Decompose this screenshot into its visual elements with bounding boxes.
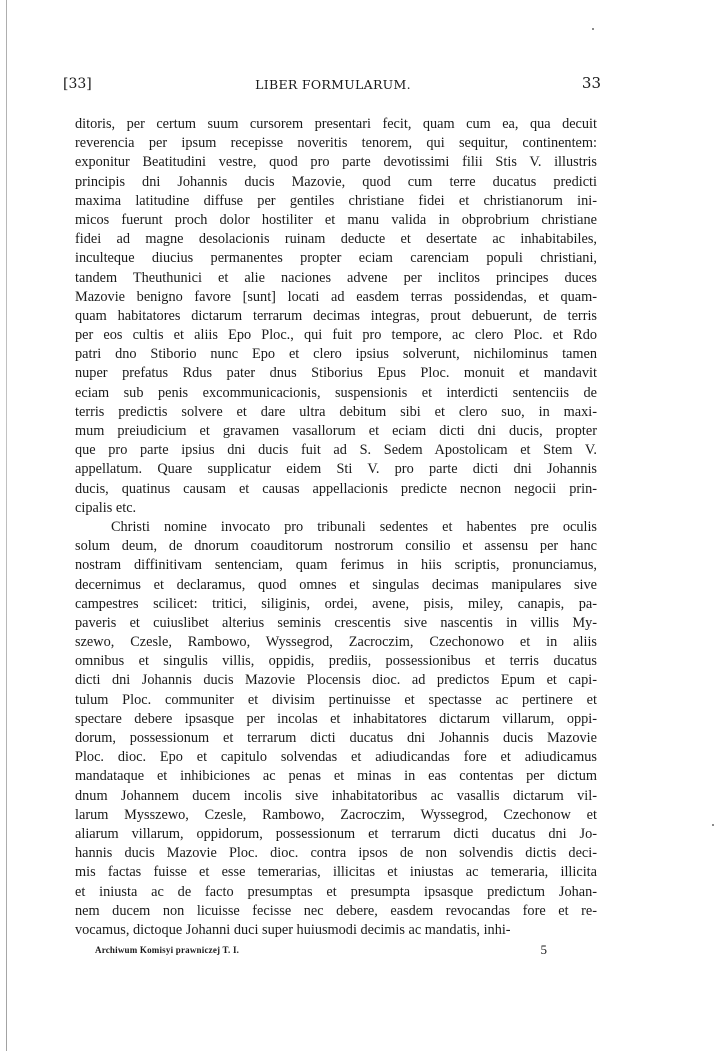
footer-page-number: 5 [540, 942, 547, 957]
text-line: paveris et cuiuslibet alterius seminis crescentis sive nascentis in villis My- [75, 614, 597, 631]
text-line: que pro parte ipsius dni ducis fuit ad S. Sedem Apostolicam et Stem V. [75, 442, 597, 459]
text-line: tandem Theuthunici et alie naciones advene per inclitos principes duces [75, 269, 597, 286]
text-line: nostram diffinitivam sentenciam, quam ferimus in hiis scriptis, pronunciamus, [75, 557, 597, 574]
text-line: ditoris, per certum suum cursorem presentari fecit, quam cum ea, qua decuit [75, 116, 597, 132]
text-line: dicti dni Johannis ducis Mazovie Plocensis dioc. ad predictos Epum et capi- [75, 672, 597, 689]
text-line: szewo, Czesle, Rambowo, Wyssegrod, Zacroczim, Czechonowo et in aliis [75, 634, 597, 651]
text-line: quam habitatores dictarum terrarum decimas integras, prout debuerunt, de terris [75, 307, 597, 324]
body-text [75, 115, 597, 940]
text-line: mis factas fuisse et esse temerarias, illicitas et iniustas ac temeraria, illicita [75, 864, 597, 881]
margin-speck [712, 824, 714, 826]
text-line: ducis, quatinus causam et causas appellacionis predicte necnon negocii prin- [75, 480, 597, 497]
text-line: exponitur Beatitudini vestre, quod pro parte devotissimi filii Stis V. illustris [75, 154, 597, 171]
text-line: dorum, possessionum et terrarum dicti ducatus dni Johannis ducis Mazovie [75, 730, 597, 746]
text-line: fidei ad magne desolacionis ruinam deducte et desertate ac inhabitabiles, [75, 231, 597, 248]
footer-signature: Archiwum Komisyi prawniczej T. I. [95, 945, 240, 955]
margin-speck [592, 28, 594, 30]
header-bracket-page: [33] [63, 76, 92, 92]
text-line: reverencia per ipsum recepisse noveritis tenorem, qui sequitur, continentem: [75, 135, 597, 152]
text-line: campestres scilicet: tritici, siliginis, ordei, avene, pisis, miley, canapis, pa- [75, 595, 597, 612]
text-line: nem ducem non licuisse fecisse nec debere, easdem revocandas fore et re- [75, 902, 597, 919]
text-line: maxima latitudine diffuse per gentiles christiane fidei et christianorum ini- [75, 192, 597, 209]
text-line: Christi nomine invocato pro tribunali sedentes et habentes pre oculis [111, 518, 597, 535]
page-edge-line [6, 0, 7, 1051]
text-line: decernimus et declaramus, quod omnes et singulas decimas manipulares sive [75, 576, 597, 593]
header-title: LIBER FORMULARUM. [255, 77, 411, 92]
text-line: et iniusta ac de facto presumptas et presumpta ipsasque predictum Johan- [75, 883, 597, 900]
text-line: omnibus et singulis villis, oppidis, prediis, possessionibus et terris ducatus [75, 653, 597, 670]
text-line: larum Mysszewo, Czesle, Rambowo, Zacroczim, Wyssegrod, Czechonow et [75, 806, 597, 823]
text-line: terris predictis solvere et dare ultra debitum sibi et clero suo, in maxi- [75, 403, 597, 420]
running-header [63, 76, 603, 96]
page-footer [95, 942, 555, 961]
text-line: Mazovie benigno favore [sunt] locati ad easdem terras possidendas, et quam- [75, 288, 597, 305]
text-line: solum deum, de dnorum coauditorum nostrorum consilio et assensu per hanc [75, 538, 597, 555]
text-line: micos fuerunt proch dolor hostiliter et manu valida in obprobrium christiane [75, 211, 597, 228]
text-line: tulum Ploc. communiter et divisim pertinuisse et spectasse ac pertinere et [75, 691, 597, 708]
text-line: principis dni Johannis ducis Mazovie, quod cum terre ducatus predicti [75, 173, 597, 190]
text-line: mum preiudicium et gravamen vasallorum et eciam dicti dni ducis, propter [75, 423, 597, 439]
text-line: spectare debere ipsasque per incolas et inhabitatores dictarum villarum, oppi- [75, 710, 597, 727]
text-line: mandataque et inhibiciones ac penas et minas in eas contentas per dictum [75, 768, 597, 785]
text-line: inculteque diucius permanentes propter eciam carenciam populi christiani, [75, 250, 597, 267]
text-line: vocamus, dictoque Johanni duci super huiusmodi decimis ac mandatis, inhi- [75, 921, 511, 938]
text-line: patri dno Stiborio nunc Epo et clero ipsius solverunt, nichilominus tamen [75, 346, 597, 363]
text-line: eciam sub penis excommunicacionis, suspensionis et interdicti sentenciis de [75, 384, 597, 401]
text-line: cipalis etc. [75, 499, 137, 516]
text-line: appellatum. Quare supplicatur eidem Sti V. pro parte dicti dni Johannis [75, 461, 597, 478]
text-line: hannis ducis Mazovie Ploc. dioc. contra ipsos de non solvendis dictis deci- [75, 845, 597, 862]
text-line: aliarum villarum, oppidorum, possessionum et terrarum dicti ducatus dni Jo- [75, 825, 597, 842]
header-page-number: 33 [581, 74, 601, 92]
text-line: Ploc. dioc. Epo et capitulo solvendas et adiudicandas fore et adiudicamus [75, 749, 597, 766]
text-line: per eos cultis et aliis Epo Ploc., qui fuit pro tempore, ac clero Ploc. et Rdo [75, 327, 597, 344]
text-line: dnum Johannem ducem incolis sive inhabitatoribus ac vasallis dictarum vil- [75, 787, 597, 804]
text-line: nuper prefatus Rdus pater dnus Stiborius Epus Ploc. monuit et mandavit [75, 365, 597, 382]
